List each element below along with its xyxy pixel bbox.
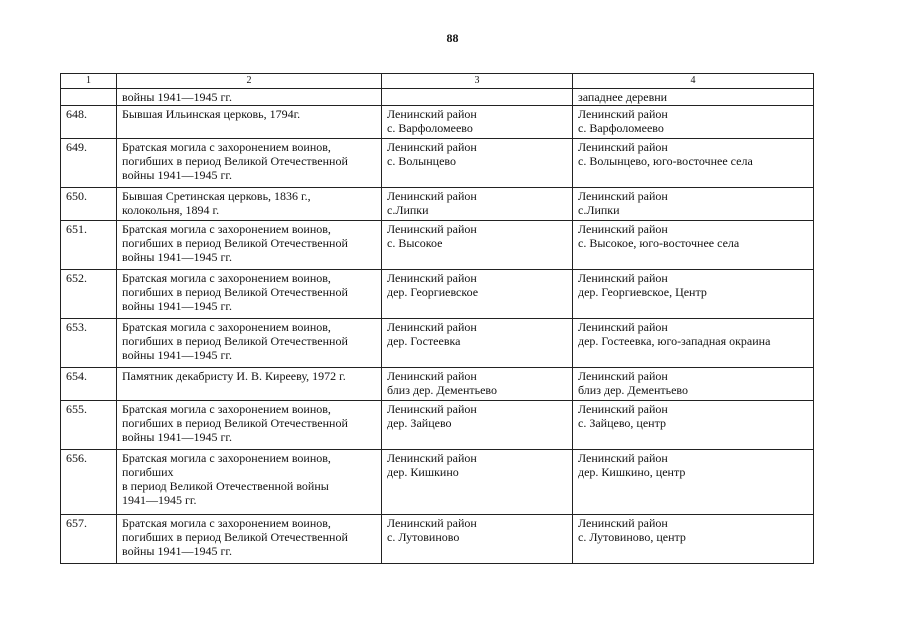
header-cell-name: 2 <box>117 74 382 89</box>
monument-name <box>117 270 382 319</box>
monument-name-line: войны 1941—1945 гг. <box>122 168 232 182</box>
table-row <box>61 89 814 106</box>
monument-name <box>117 401 382 450</box>
monument-address-line: с. Высокое, юго-восточнее села <box>578 236 740 250</box>
table-row <box>61 401 814 450</box>
monument-location-line: дер. Гостеевка <box>387 334 461 348</box>
monument-name-line: Бывшая Сретинская церковь, 1836 г., <box>122 189 311 203</box>
row-number: 653. <box>61 319 117 368</box>
monument-address <box>573 450 814 515</box>
monument-location-line: с. Высокое <box>387 236 443 250</box>
monument-location-line: Ленинский район <box>387 402 477 416</box>
monument-name <box>117 515 382 564</box>
monument-location <box>382 89 573 106</box>
monument-address-line: Ленинский район <box>578 369 668 383</box>
row-number: 648. <box>61 106 117 139</box>
monument-address <box>573 319 814 368</box>
monument-name-line: войны 1941—1945 гг. <box>122 348 232 362</box>
monument-location <box>382 515 573 564</box>
monument-location-line: с. Волынцево <box>387 154 456 168</box>
monument-location-line: с.Липки <box>387 203 429 217</box>
header-cell-location: 3 <box>382 74 573 89</box>
monument-location <box>382 270 573 319</box>
monument-address-line: дер. Кишкино, центр <box>578 465 686 479</box>
monument-name <box>117 221 382 270</box>
monument-location <box>382 368 573 401</box>
monument-name-line: погибших в период Великой Отечественной <box>122 334 348 348</box>
monument-location <box>382 221 573 270</box>
monument-address <box>573 515 814 564</box>
monument-location-line: Ленинский район <box>387 451 477 465</box>
monument-name <box>117 89 382 106</box>
row-number: 654. <box>61 368 117 401</box>
monument-location <box>382 188 573 221</box>
monument-address-line: Ленинский район <box>578 189 668 203</box>
monument-location-line: близ дер. Дементьево <box>387 383 498 397</box>
monument-name-line: в период Великой Отечественной войны <box>122 479 329 493</box>
monument-location-line: Ленинский район <box>387 320 477 334</box>
monument-location-line: Ленинский район <box>387 271 477 285</box>
monument-location-line: Ленинский район <box>387 516 477 530</box>
row-number: 652. <box>61 270 117 319</box>
monument-address <box>573 106 814 139</box>
monument-name-line: Памятник декабристу И. В. Кирееву, 1972 г. <box>122 369 346 383</box>
monument-name-line: войны 1941—1945 гг. <box>122 299 232 313</box>
monument-name-line: погибших в период Великой Отечественной <box>122 285 348 299</box>
row-number: 650. <box>61 188 117 221</box>
monument-name-line: войны 1941—1945 гг. <box>122 90 232 104</box>
monument-address-line: Ленинский район <box>578 402 668 416</box>
monument-address <box>573 401 814 450</box>
table-row <box>61 221 814 270</box>
monument-address-line: Ленинский район <box>578 516 668 530</box>
monument-name-line: Братская могила с захоронением воинов, <box>122 451 331 465</box>
monument-address-line: с.Липки <box>578 203 620 217</box>
monument-name <box>117 139 382 188</box>
monument-name-line: Братская могила с захоронением воинов, <box>122 222 331 236</box>
header-row <box>61 74 814 89</box>
monument-location-line: Ленинский район <box>387 140 477 154</box>
monument-location-line: дер. Кишкино <box>387 465 459 479</box>
monument-address <box>573 89 814 106</box>
monument-location-line: с. Лутовиново <box>387 530 460 544</box>
monument-address-line: Ленинский район <box>578 107 668 121</box>
monument-address <box>573 368 814 401</box>
monument-name-line: Бывшая Ильинская церковь, 1794г. <box>122 107 301 121</box>
monument-name-line: Братская могила с захоронением воинов, <box>122 516 331 530</box>
monument-address-line: с. Лутовиново, центр <box>578 530 686 544</box>
monument-name-line: Братская могила с захоронением воинов, <box>122 271 331 285</box>
monument-location <box>382 139 573 188</box>
monument-location-line: с. Варфоломеево <box>387 121 473 135</box>
monument-location <box>382 106 573 139</box>
monument-address-line: западнее деревни <box>578 90 668 104</box>
monument-address-line: Ленинский район <box>578 222 668 236</box>
monument-name-line: войны 1941—1945 гг. <box>122 250 232 264</box>
monument-location-line: Ленинский район <box>387 222 477 236</box>
monument-name-line: 1941—1945 гг. <box>122 493 197 507</box>
row-number: 651. <box>61 221 117 270</box>
monument-name-line: колокольня, 1894 г. <box>122 203 220 217</box>
monument-location <box>382 401 573 450</box>
row-number: 649. <box>61 139 117 188</box>
monument-address-line: с. Зайцево, центр <box>578 416 666 430</box>
monument-address-line: близ дер. Дементьево <box>578 383 689 397</box>
table-row <box>61 368 814 401</box>
row-number: 655. <box>61 401 117 450</box>
monument-address-line: с. Варфоломеево <box>578 121 664 135</box>
table-row <box>61 139 814 188</box>
monument-location <box>382 319 573 368</box>
table-row <box>61 270 814 319</box>
header-cell-number: 1 <box>61 74 117 89</box>
table-row <box>61 450 814 515</box>
monument-name-line: войны 1941—1945 гг. <box>122 430 232 444</box>
monument-address <box>573 139 814 188</box>
monument-name-line: погибших в период Великой Отечественной <box>122 530 348 544</box>
monument-name-line: Братская могила с захоронением воинов, <box>122 402 331 416</box>
monument-name-line: погибших в период Великой Отечественной <box>122 236 348 250</box>
table-row <box>61 319 814 368</box>
monument-address-line: Ленинский район <box>578 140 668 154</box>
row-number: 657. <box>61 515 117 564</box>
monument-location-line: Ленинский район <box>387 189 477 203</box>
header-cell-address: 4 <box>573 74 814 89</box>
row-number: 656. <box>61 450 117 515</box>
monument-location-line: Ленинский район <box>387 107 477 121</box>
monument-location-line: дер. Георгиевское <box>387 285 479 299</box>
monument-name <box>117 450 382 515</box>
monument-name-line: погибших <box>122 465 174 479</box>
monument-address-line: дер. Георгиевское, Центр <box>578 285 707 299</box>
monument-name-line: Братская могила с захоронением воинов, <box>122 140 331 154</box>
monument-address-line: Ленинский район <box>578 271 668 285</box>
monument-location-line: Ленинский район <box>387 369 477 383</box>
monument-address-line: с. Волынцево, юго-восточнее села <box>578 154 753 168</box>
monument-name <box>117 319 382 368</box>
monument-name-line: Братская могила с захоронением воинов, <box>122 320 331 334</box>
monument-address-line: Ленинский район <box>578 320 668 334</box>
monument-address <box>573 270 814 319</box>
monuments-table <box>60 73 814 564</box>
monument-name-line: погибших в период Великой Отечественной <box>122 154 348 168</box>
page-number: 88 <box>446 31 459 45</box>
monument-name-line: погибших в период Великой Отечественной <box>122 416 348 430</box>
table-row <box>61 106 814 139</box>
monument-address-line: Ленинский район <box>578 451 668 465</box>
monument-name-line: войны 1941—1945 гг. <box>122 544 232 558</box>
monument-address-line: дер. Гостеевка, юго-западная окраина <box>578 334 771 348</box>
monument-name <box>117 368 382 401</box>
row-number <box>61 89 117 106</box>
monument-location-line: дер. Зайцево <box>387 416 452 430</box>
table-row <box>61 515 814 564</box>
table-body <box>61 89 814 564</box>
monument-address <box>573 221 814 270</box>
monument-address <box>573 188 814 221</box>
table-row <box>61 188 814 221</box>
monument-name <box>117 188 382 221</box>
monument-location <box>382 450 573 515</box>
monument-name <box>117 106 382 139</box>
